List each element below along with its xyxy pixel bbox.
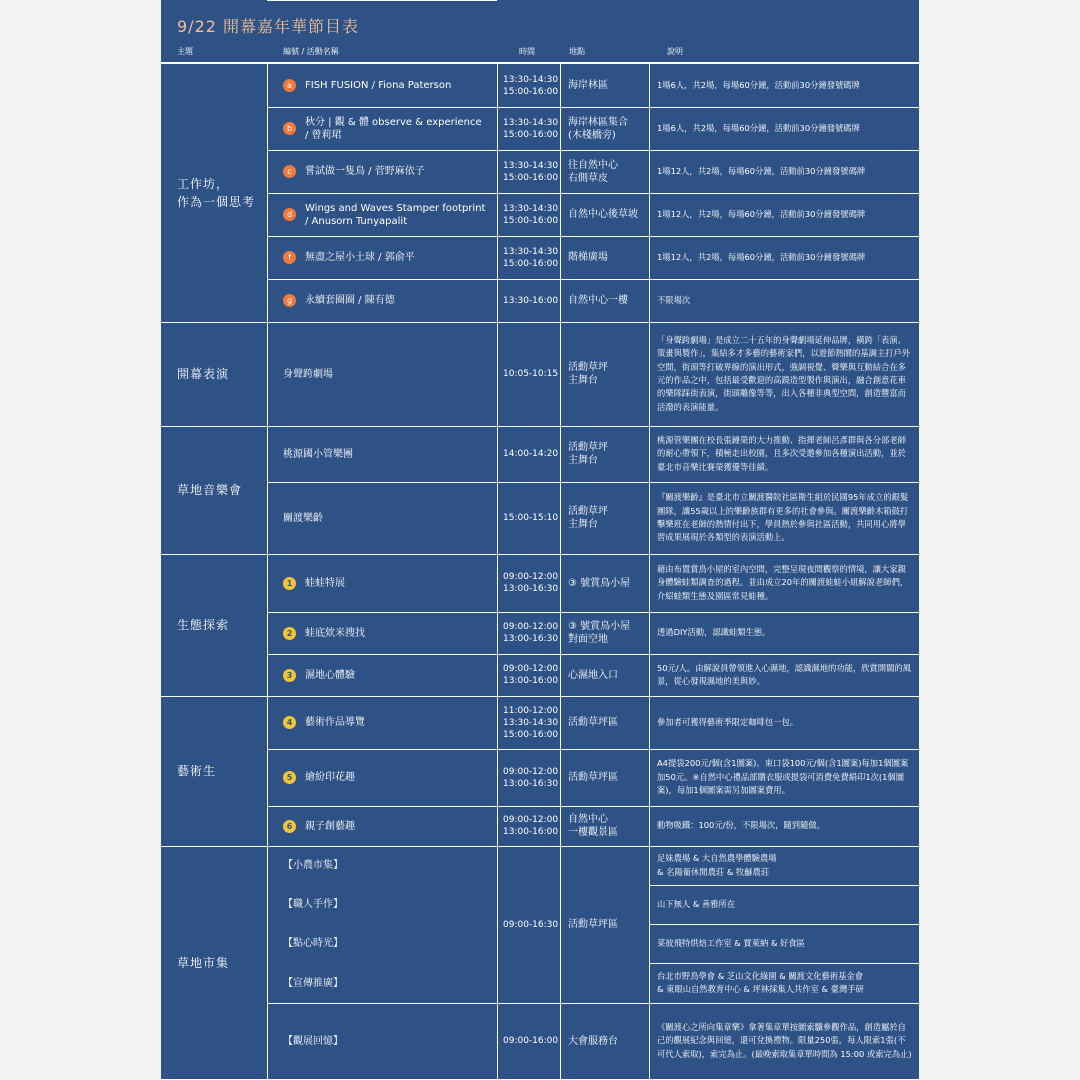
activity-location-text: 自然中心一樓 bbox=[568, 295, 628, 306]
section-theme-market-text: 草地市集 bbox=[177, 955, 230, 970]
activity-time bbox=[497, 654, 560, 696]
activity-badge: 6 bbox=[283, 820, 296, 833]
activity-name: 身聲跨劇場 bbox=[283, 368, 333, 380]
activity-time bbox=[497, 107, 560, 150]
activity-name-cell bbox=[267, 193, 497, 236]
activity-name-cell bbox=[267, 885, 497, 924]
activity-location bbox=[560, 482, 649, 554]
activity-location-text: 海岸林區集合 (木棧橋旁) bbox=[568, 116, 628, 141]
activity-badge: c bbox=[283, 165, 296, 178]
activity-location bbox=[560, 654, 649, 696]
activity-name-cell bbox=[267, 64, 497, 107]
activity-name: 秋分 | 觀 & 體 observe & experience / 曾莉珺 bbox=[305, 116, 482, 141]
activity-location-text: 大會服務台 bbox=[568, 1035, 618, 1047]
column-divider bbox=[649, 426, 650, 554]
activity-time bbox=[497, 236, 560, 279]
column-divider bbox=[267, 554, 268, 696]
activity-badge: 1 bbox=[283, 577, 296, 590]
activity-location-text: ③ 號賞鳥小屋 對面空地 bbox=[568, 621, 631, 645]
activity-badge: 2 bbox=[283, 627, 296, 640]
activity-name-cell bbox=[267, 612, 497, 654]
market-shared-location-text: 活動草坪區 bbox=[568, 919, 618, 930]
activity-description bbox=[649, 885, 919, 924]
page-title: 9/22 開幕嘉年華節目表 bbox=[177, 17, 360, 36]
activity-time-text: 13:30-14:30 15:00-16:00 bbox=[503, 117, 559, 140]
activity-description-text: 菜彼飛特烘焙工作室 & 賈萊納 & 好食區 bbox=[657, 937, 805, 948]
activity-time bbox=[497, 612, 560, 654]
activity-description-text: 『關渡樂齡』是臺北市立關渡醫院社區衛生組於民國95年成立的銀髮團隊，讓55歲以上的樂齡族群有更多的社會參與。關渡樂齡木箱鼓打擊樂班在老師的熱情付出下，學員熱於參與社區活動，共同用心將學習成果展現於各類型的表演活動上。 bbox=[657, 492, 909, 543]
activity-description bbox=[649, 612, 919, 654]
activity-name-cell bbox=[267, 236, 497, 279]
market-shared-time bbox=[497, 846, 560, 1003]
column-divider bbox=[497, 554, 498, 696]
activity-name: 嘗試做一隻鳥 / 菅野麻依子 bbox=[305, 166, 425, 177]
activity-description bbox=[649, 963, 919, 1003]
activity-time-text: 13:30-16:00 bbox=[503, 295, 559, 306]
activity-location bbox=[560, 696, 649, 749]
header-theme: 主題 bbox=[177, 47, 193, 56]
section-theme-music bbox=[161, 426, 267, 554]
column-divider bbox=[649, 554, 650, 696]
activity-name: 關渡樂齡 bbox=[283, 512, 323, 524]
activity-location bbox=[560, 749, 649, 806]
activity-location bbox=[560, 64, 649, 107]
section-theme-workshop bbox=[161, 64, 267, 322]
activity-description bbox=[649, 150, 919, 193]
column-divider bbox=[267, 322, 268, 426]
column-divider bbox=[560, 426, 561, 554]
section-theme-art bbox=[161, 696, 267, 846]
activity-name: 藝術作品導覽 bbox=[305, 717, 365, 728]
section-theme-market bbox=[161, 846, 267, 1079]
activity-description-text: 山下無人 & 善雅所在 bbox=[657, 898, 736, 909]
section-theme-opening-text: 開幕表演 bbox=[177, 367, 230, 381]
column-divider bbox=[649, 322, 650, 426]
activity-location bbox=[560, 150, 649, 193]
column-divider bbox=[497, 846, 498, 1079]
activity-location bbox=[560, 193, 649, 236]
activity-description-text: 1場12人，共2場，每場60分鐘，活動前30分鐘發號碼牌 bbox=[657, 165, 866, 176]
activity-time-text: 09:00-12:00 13:00-16:30 bbox=[503, 622, 559, 644]
schedule-page bbox=[161, 0, 919, 1080]
activity-time bbox=[497, 482, 560, 554]
activity-description bbox=[649, 322, 919, 426]
column-divider bbox=[497, 426, 498, 554]
activity-time bbox=[497, 322, 560, 426]
activity-name: 蛙底欸米搜找 bbox=[305, 627, 365, 639]
section-theme-eco-text: 生態探索 bbox=[177, 618, 230, 632]
activity-time bbox=[497, 696, 560, 749]
activity-description-text: 《關渡心之所向集章樂》拿著集章單按圖索驥參觀作品，創造屬於自己的觀展紀念與回憶，還可兌換禮物。限量250張，每人限索1張(不可代人索取)，索完為止。(最晚索取集章單時間為 15:00 或索完為止) bbox=[657, 1021, 912, 1059]
column-divider bbox=[649, 64, 650, 322]
column-divider bbox=[497, 696, 498, 846]
activity-name: Wings and Waves Stamper footprint / Anusorn Tunyapalit bbox=[305, 202, 486, 227]
activity-name-cell bbox=[267, 107, 497, 150]
activity-name: 【宣傳推廣】 bbox=[283, 977, 343, 989]
activity-description-text: 台北市野鳥學會 & 芝山文化綠園 & 關渡文化藝術基金會 & 東眼山自然教育中心 & 坪林採集人共作室 & 臺灣手研 bbox=[657, 970, 864, 994]
activity-time-text: 09:00-12:00 13:00-16:30 bbox=[503, 572, 559, 594]
activity-location-text: 活動草坪 主舞台 bbox=[568, 506, 608, 530]
activity-badge: d bbox=[283, 208, 296, 221]
column-divider bbox=[497, 322, 498, 426]
activity-name-cell bbox=[267, 1003, 497, 1079]
activity-time-text: 09:00-12:00 13:00-16:00 bbox=[503, 815, 559, 837]
activity-description bbox=[649, 554, 919, 612]
section-theme-music-text: 草地音樂會 bbox=[177, 483, 243, 497]
header-description: 說明 bbox=[667, 47, 683, 56]
activity-name: 永續套圈圈 / 陳有德 bbox=[305, 295, 395, 306]
row-divider bbox=[267, 0, 497, 1]
activity-location-text: 活動草坪 主舞台 bbox=[568, 442, 608, 466]
activity-location bbox=[560, 279, 649, 322]
activity-name: FISH FUSION / Fiona Paterson bbox=[305, 80, 452, 91]
activity-name-cell bbox=[267, 554, 497, 612]
column-divider bbox=[649, 846, 650, 1079]
activity-badge: g bbox=[283, 294, 296, 307]
activity-time-text: 10:05-10:15 bbox=[503, 369, 559, 379]
activity-name-cell bbox=[267, 806, 497, 846]
activity-time-text: 13:30-14:30 15:00-16:00 bbox=[503, 203, 559, 226]
activity-description bbox=[649, 279, 919, 322]
activity-name-cell bbox=[267, 696, 497, 749]
activity-time bbox=[497, 554, 560, 612]
header-location: 地點 bbox=[569, 47, 585, 56]
column-divider bbox=[649, 696, 650, 846]
activity-badge: b bbox=[283, 122, 296, 135]
activity-time-text: 13:30-14:30 15:00-16:00 bbox=[503, 74, 559, 97]
activity-location bbox=[560, 612, 649, 654]
activity-name-cell bbox=[267, 749, 497, 806]
column-divider bbox=[267, 846, 268, 1079]
activity-location bbox=[560, 322, 649, 426]
activity-time-text: 09:00-16:00 bbox=[503, 1036, 559, 1046]
activity-time-text: 09:00-12:00 13:00-16:30 bbox=[503, 766, 559, 789]
activity-location-text: 心濕地入口 bbox=[568, 669, 618, 681]
activity-time-text: 13:30-14:30 15:00-16:00 bbox=[503, 160, 559, 183]
activity-time-text: 14:00-14:20 bbox=[503, 449, 559, 459]
activity-description bbox=[649, 749, 919, 806]
activity-name: 【職人手作】 bbox=[283, 899, 343, 910]
activity-description-text: 藉由布置賞鳥小屋的室內空間，完整呈現夜間觀察的情境，讓大家親身體驗蛙類調查的過程。並由成立20年的關渡蛙蛙小組解說老師們，介紹蛙類生態及園區常見蛙種。 bbox=[657, 563, 909, 601]
activity-name: 親子創藝趣 bbox=[305, 820, 355, 832]
activity-description-text: 動物吸鐵：100元/份，不限場次，隨到隨做。 bbox=[657, 820, 825, 831]
activity-badge: f bbox=[283, 251, 296, 264]
activity-description bbox=[649, 696, 919, 749]
activity-description-text: 透過DIY活動，認識蛙類生態。 bbox=[657, 627, 771, 638]
activity-description bbox=[649, 426, 919, 482]
activity-description bbox=[649, 806, 919, 846]
column-divider bbox=[560, 322, 561, 426]
activity-location-text: 自然中心 一樓觀景區 bbox=[568, 814, 618, 838]
column-divider bbox=[560, 64, 561, 322]
activity-name-cell bbox=[267, 846, 497, 885]
activity-name-cell bbox=[267, 654, 497, 696]
activity-time-text: 13:30-14:30 15:00-16:00 bbox=[503, 246, 559, 269]
section-theme-workshop-text: 工作坊， 作為一個思考 bbox=[177, 177, 256, 209]
activity-name: 繪紛印花趣 bbox=[305, 772, 355, 783]
activity-description bbox=[649, 482, 919, 554]
activity-time bbox=[497, 1003, 560, 1079]
activity-location-text: 階梯廣場 bbox=[568, 252, 608, 263]
activity-time-text: 09:00-12:00 13:00-16:00 bbox=[503, 664, 559, 686]
activity-location bbox=[560, 806, 649, 846]
activity-location bbox=[560, 107, 649, 150]
activity-description-text: 參加者可獲得藝術季限定咖啡包一包。 bbox=[657, 716, 799, 727]
activity-location-text: 活動草坪區 bbox=[568, 717, 618, 728]
activity-location bbox=[560, 426, 649, 482]
activity-location-text: 活動草坪區 bbox=[568, 772, 618, 783]
activity-badge: 5 bbox=[283, 771, 296, 784]
activity-description-text: 1場12人，共2場，每場60分鐘，活動前30分鐘發號碼牌 bbox=[657, 208, 866, 219]
section-theme-eco bbox=[161, 554, 267, 696]
activity-name: 無盡之屋小土球 / 郭俞平 bbox=[305, 252, 415, 263]
activity-location-text: 海岸林區 bbox=[568, 80, 608, 91]
activity-time bbox=[497, 749, 560, 806]
activity-description bbox=[649, 1003, 919, 1079]
activity-location-text: 往自然中心 右側草皮 bbox=[568, 159, 618, 184]
activity-badge: 3 bbox=[283, 669, 296, 682]
activity-location bbox=[560, 1003, 649, 1079]
activity-name: 【點心時光】 bbox=[283, 938, 343, 949]
activity-name: 【小農市集】 bbox=[283, 860, 343, 871]
column-divider bbox=[267, 426, 268, 554]
column-divider bbox=[560, 696, 561, 846]
activity-time bbox=[497, 64, 560, 107]
activity-name: 蛙蛙特展 bbox=[305, 577, 345, 589]
activity-description bbox=[649, 107, 919, 150]
activity-location bbox=[560, 236, 649, 279]
activity-description bbox=[649, 654, 919, 696]
activity-name-cell bbox=[267, 150, 497, 193]
activity-description-text: 1場6人，共2場，每場60分鐘，活動前30分鐘發號碼牌 bbox=[657, 79, 860, 90]
activity-description bbox=[649, 64, 919, 107]
activity-time-text: 15:00-15:10 bbox=[503, 513, 559, 523]
column-divider bbox=[560, 554, 561, 696]
activity-description-text: 不限場次 bbox=[657, 294, 691, 305]
activity-description-text: 桃源管樂團在校長張鐘榮的大力推動、指揮老師呂彥群與各分部老師的耐心帶領下，積極走出校園，且多次受邀參加各種演出活動，並於臺北市音樂比賽榮獲優等佳績。 bbox=[657, 434, 906, 472]
activity-name-cell bbox=[267, 322, 497, 426]
activity-description bbox=[649, 846, 919, 885]
activity-description bbox=[649, 924, 919, 963]
activity-time bbox=[497, 806, 560, 846]
activity-badge: 4 bbox=[283, 716, 296, 729]
section-theme-art-text: 藝術生 bbox=[177, 764, 217, 778]
activity-description bbox=[649, 236, 919, 279]
market-shared-time-text: 09:00-16:30 bbox=[503, 919, 559, 930]
activity-location-text: 活動草坪 主舞台 bbox=[568, 362, 608, 386]
activity-description-text: A4提袋200元/個(含1圖案)、束口袋100元/個(含1圖案)每加1個圖案加50元。※自然中心禮品部購衣服或提袋可消費免費絹印1次(1個圖案)，每加1個圖案需另加圖案費用。 bbox=[657, 758, 909, 796]
activity-time bbox=[497, 150, 560, 193]
activity-name: 【觀展回憶】 bbox=[283, 1035, 343, 1047]
activity-location bbox=[560, 554, 649, 612]
column-divider bbox=[560, 846, 561, 1079]
activity-location-text: ③ 號賞鳥小屋 bbox=[568, 577, 631, 589]
activity-time bbox=[497, 426, 560, 482]
column-divider bbox=[497, 64, 498, 322]
activity-description-text: 足妹農場 & 大自然農學體驗農場 & 名陽葡休閒農莊 & 牧龢農莊 bbox=[657, 853, 777, 877]
activity-description bbox=[649, 193, 919, 236]
activity-name-cell bbox=[267, 279, 497, 322]
activity-name-cell bbox=[267, 426, 497, 482]
activity-time bbox=[497, 193, 560, 236]
activity-description-text: 50元/人。由解說員帶領進入心濕地，認識濕地的功能，欣賞開闊的風景，從心發現濕地的美與妙。 bbox=[657, 662, 911, 686]
activity-time-text: 11:00-12:00 13:30-14:30 15:00-16:00 bbox=[503, 705, 559, 740]
activity-name-cell bbox=[267, 963, 497, 1003]
section-theme-opening bbox=[161, 322, 267, 426]
header-time: 時間 bbox=[519, 47, 535, 56]
activity-location-text: 自然中心後草坡 bbox=[568, 209, 638, 220]
market-shared-location bbox=[560, 846, 649, 1003]
activity-name: 濕地心體驗 bbox=[305, 669, 355, 681]
activity-description-text: 1場12人，共2場，每場60分鐘，活動前30分鐘發號碼牌 bbox=[657, 251, 866, 262]
activity-time bbox=[497, 279, 560, 322]
activity-description-text: 「身聲跨劇場」是成立二十五年的身聲劇場延伸品牌，橫跨「表演、策畫與製作」，集結多才多藝的藝術家們，以遊節熱鬧的基調主打戶外空間，街頭等打破界線的演出形式，強調視覺、聲樂與互動結合在多元的作品之中，包括最受歡迎的高蹺造型製作與演出，融合創意花車的樂隊踩街表演，街頭雕像等等，出入各種非典型空間，創造豐富而活潑的表演能量。 bbox=[657, 334, 911, 412]
column-divider bbox=[267, 696, 268, 846]
column-divider bbox=[267, 64, 268, 322]
header-name: 編號 / 活動名稱 bbox=[283, 47, 339, 56]
activity-name: 桃源國小管樂團 bbox=[283, 448, 353, 460]
activity-badge: a bbox=[283, 79, 296, 92]
activity-description-text: 1場6人，共2場，每場60分鐘，活動前30分鐘發號碼牌 bbox=[657, 122, 860, 133]
activity-name-cell bbox=[267, 482, 497, 554]
activity-name-cell bbox=[267, 924, 497, 963]
